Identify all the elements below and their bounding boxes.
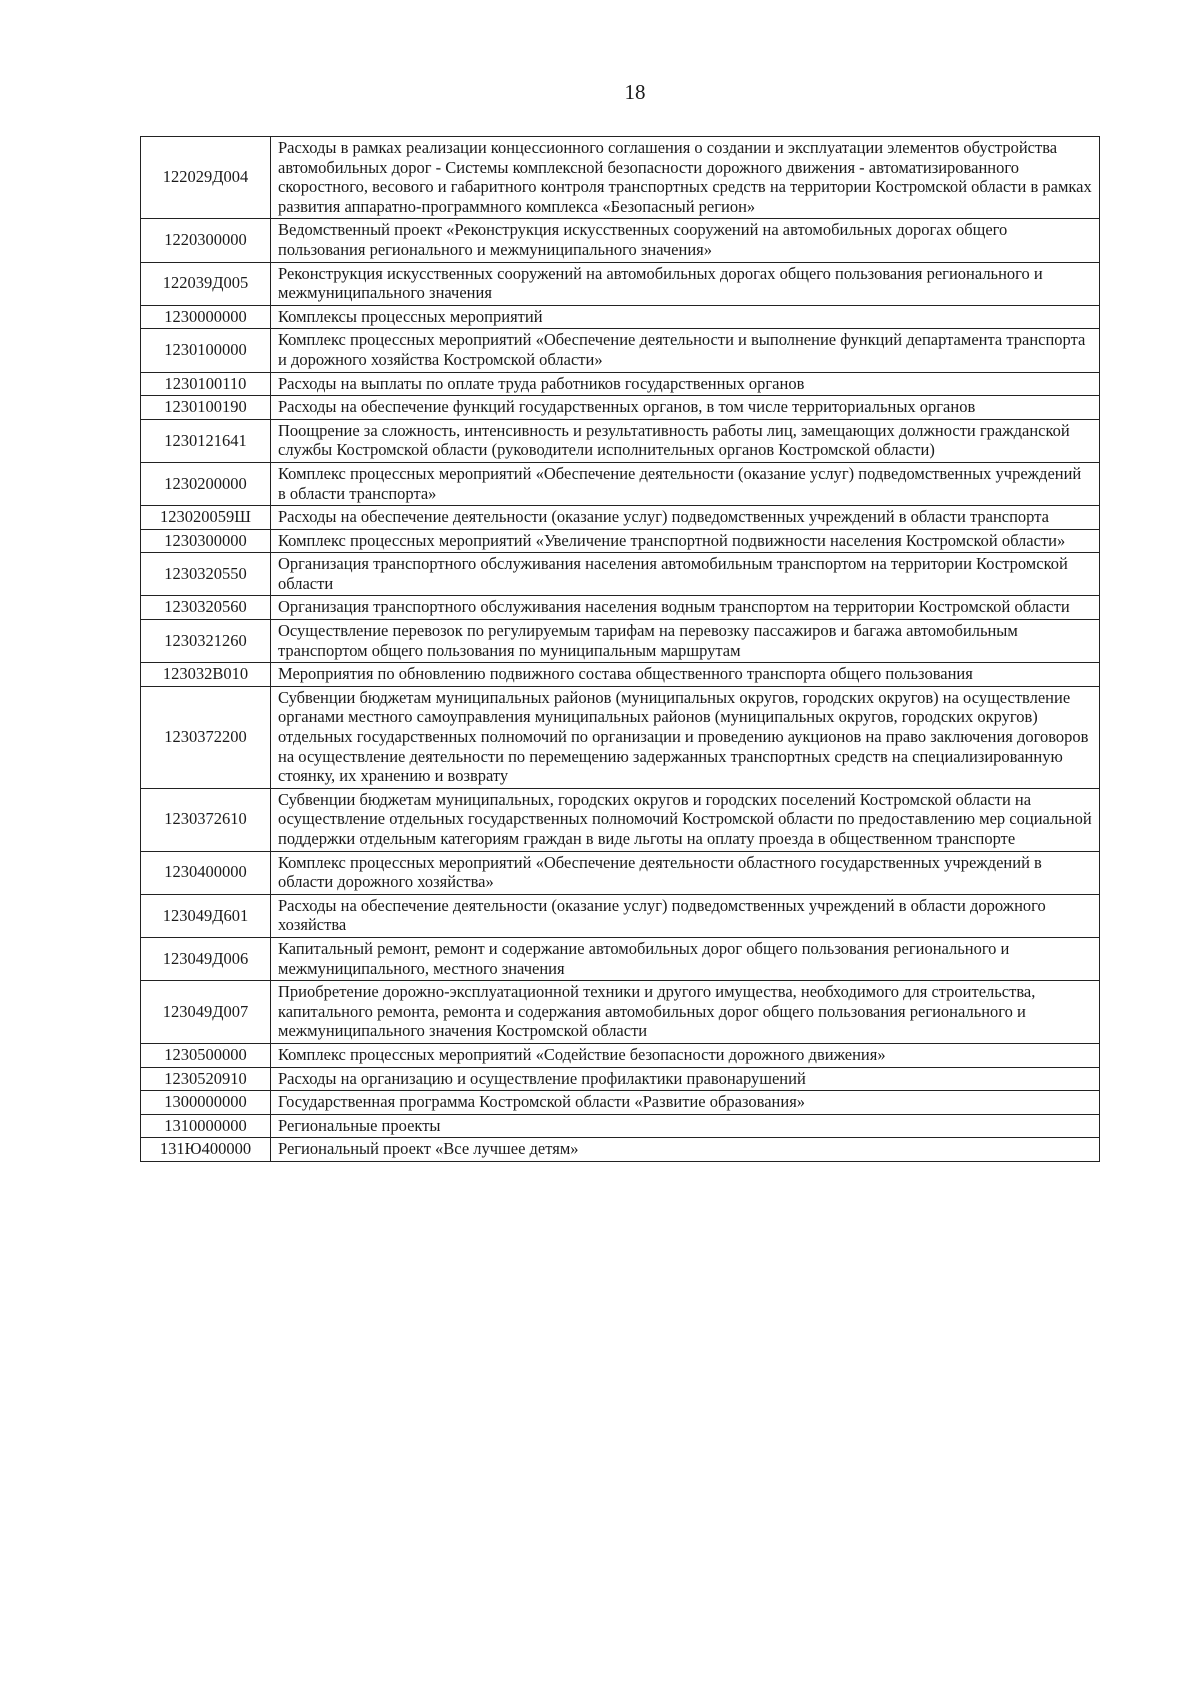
table-row	[141, 894, 1100, 937]
row-code-cell: 123049Д006	[141, 937, 271, 980]
row-code-cell: 1230300000	[141, 529, 271, 553]
row-code-cell: 122039Д005	[141, 262, 271, 305]
row-description-cell: Приобретение дорожно-эксплуатационной техники и другого имущества, необходимого для строительства, капитального ремонта, ремонта и содержания автомобильных дорог общего пользования регионального и межмуниципального значения Костромской области	[271, 981, 1100, 1044]
row-code-cell: 1230100000	[141, 329, 271, 372]
row-description-cell: Расходы на выплаты по оплате труда работников государственных органов	[271, 372, 1100, 396]
table-row	[141, 937, 1100, 980]
table-row	[141, 1138, 1100, 1162]
row-code-cell: 1230400000	[141, 851, 271, 894]
table-row	[141, 305, 1100, 329]
table-row	[141, 553, 1100, 596]
table-row	[141, 596, 1100, 620]
row-description-cell: Комплекс процессных мероприятий «Увеличение транспортной подвижности населения Костромской области»	[271, 529, 1100, 553]
row-code-cell: 1230100190	[141, 396, 271, 420]
row-description-cell: Расходы на обеспечение деятельности (оказание услуг) подведомственных учреждений в области дорожного хозяйства	[271, 894, 1100, 937]
table-row	[141, 788, 1100, 851]
row-code-cell: 123049Д601	[141, 894, 271, 937]
table-row	[141, 663, 1100, 687]
row-code-cell: 1230372200	[141, 686, 271, 788]
row-description-cell: Субвенции бюджетам муниципальных, городских округов и городских поселений Костромской области на осуществление отдельных государственных полномочий Костромской области по предоставлению мер социальной поддержки отдельным категориям граждан в виде льготы на оплату проезда в общественном транспорте	[271, 788, 1100, 851]
row-description-cell: Реконструкция искусственных сооружений на автомобильных дорогах общего пользования регионального и межмуниципального значения	[271, 262, 1100, 305]
row-code-cell: 1300000000	[141, 1091, 271, 1115]
row-code-cell: 123032В010	[141, 663, 271, 687]
row-description-cell: Организация транспортного обслуживания населения автомобильным транспортом на территории Костромской области	[271, 553, 1100, 596]
table-row	[141, 981, 1100, 1044]
row-code-cell: 1230121641	[141, 419, 271, 462]
row-description-cell: Комплекс процессных мероприятий «Обеспечение деятельности и выполнение функций департамента транспорта и дорожного хозяйства Костромской области»	[271, 329, 1100, 372]
row-description-cell: Расходы на организацию и осуществление профилактики правонарушений	[271, 1067, 1100, 1091]
table-row	[141, 620, 1100, 663]
row-description-cell: Комплекс процессных мероприятий «Обеспечение деятельности областного государственных учреждений в области дорожного хозяйства»	[271, 851, 1100, 894]
row-code-cell: 131Ю400000	[141, 1138, 271, 1162]
table-row	[141, 396, 1100, 420]
table-row	[141, 372, 1100, 396]
row-code-cell: 1220300000	[141, 219, 271, 262]
row-code-cell: 1230372610	[141, 788, 271, 851]
table-row	[141, 137, 1100, 219]
table-row	[141, 329, 1100, 372]
row-code-cell: 1230520910	[141, 1067, 271, 1091]
table-row	[141, 1114, 1100, 1138]
row-description-cell: Поощрение за сложность, интенсивность и результативность работы лиц, замещающих должности гражданской службы Костромской области (руководители исполнительных органов Костромской области)	[271, 419, 1100, 462]
row-description-cell: Региональные проекты	[271, 1114, 1100, 1138]
row-description-cell: Организация транспортного обслуживания населения водным транспортом на территории Костромской области	[271, 596, 1100, 620]
row-description-cell: Мероприятия по обновлению подвижного состава общественного транспорта общего пользования	[271, 663, 1100, 687]
table-row	[141, 1043, 1100, 1067]
table-row	[141, 462, 1100, 505]
table-row	[141, 506, 1100, 530]
table-row	[141, 529, 1100, 553]
row-description-cell: Региональный проект «Все лучшее детям»	[271, 1138, 1100, 1162]
row-description-cell: Государственная программа Костромской области «Развитие образования»	[271, 1091, 1100, 1115]
row-code-cell: 1230200000	[141, 462, 271, 505]
row-description-cell: Капитальный ремонт, ремонт и содержание автомобильных дорог общего пользования регионального и межмуниципального, местного значения	[271, 937, 1100, 980]
row-code-cell: 1230100110	[141, 372, 271, 396]
row-code-cell: 1230500000	[141, 1043, 271, 1067]
page-number: 18	[624, 80, 646, 104]
row-description-cell: Комплексы процессных мероприятий	[271, 305, 1100, 329]
row-code-cell: 1230320560	[141, 596, 271, 620]
row-code-cell: 1230000000	[141, 305, 271, 329]
row-code-cell: 123049Д007	[141, 981, 271, 1044]
table-row	[141, 262, 1100, 305]
table-row	[141, 686, 1100, 788]
table-body	[141, 137, 1100, 1162]
table-row	[141, 1067, 1100, 1091]
row-description-cell: Комплекс процессных мероприятий «Обеспечение деятельности (оказание услуг) подведомственных учреждений в области транспорта»	[271, 462, 1100, 505]
row-description-cell: Расходы на обеспечение функций государственных органов, в том числе территориальных органов	[271, 396, 1100, 420]
row-description-cell: Ведомственный проект «Реконструкция искусственных сооружений на автомобильных дорогах общего пользования регионального и межмуниципального значения»	[271, 219, 1100, 262]
row-code-cell: 122029Д004	[141, 137, 271, 219]
budget-classification-table	[140, 136, 1100, 1162]
row-description-cell: Расходы на обеспечение деятельности (оказание услуг) подведомственных учреждений в области транспорта	[271, 506, 1100, 530]
table-row	[141, 219, 1100, 262]
table-row	[141, 419, 1100, 462]
table-row	[141, 851, 1100, 894]
row-description-cell: Комплекс процессных мероприятий «Содействие безопасности дорожного движения»	[271, 1043, 1100, 1067]
row-code-cell: 1230320550	[141, 553, 271, 596]
row-code-cell: 1230321260	[141, 620, 271, 663]
row-description-cell: Расходы в рамках реализации концессионного соглашения о создании и эксплуатации элементов обустройства автомобильных дорог - Системы комплексной безопасности дорожного движения - автоматизированного скоростного, весового и габаритного контроля транспортных средств на территории Костромской области в рамках развития аппаратно-программного комплекса «Безопасный регион»	[271, 137, 1100, 219]
table-row	[141, 1091, 1100, 1115]
row-code-cell: 123020059Ш	[141, 506, 271, 530]
row-code-cell: 1310000000	[141, 1114, 271, 1138]
row-description-cell: Субвенции бюджетам муниципальных районов (муниципальных округов, городских округов) на осуществление органами местного самоуправления муниципальных районов (муниципальных округов, городских округов) отдельных государственных полномочий по организации и проведению аукционов на право заключения договоров на осуществление деятельности по перемещению задержанных транспортных средств на специализированную стоянку, их хранению и возврату	[271, 686, 1100, 788]
row-description-cell: Осуществление перевозок по регулируемым тарифам на перевозку пассажиров и багажа автомобильным транспортом общего пользования по муниципальным маршрутам	[271, 620, 1100, 663]
